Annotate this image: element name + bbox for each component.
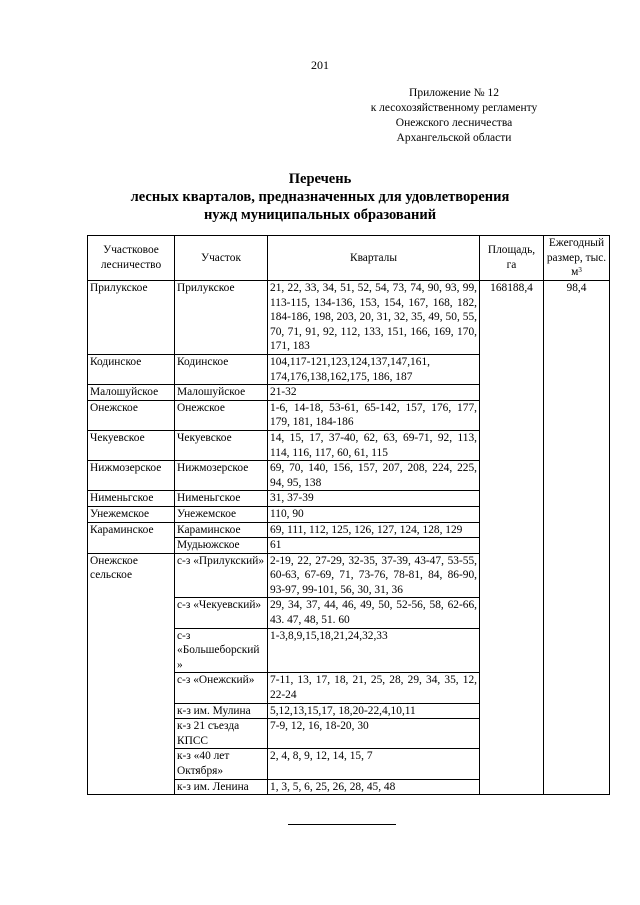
cell-district: Унежемское bbox=[88, 506, 175, 522]
cell-quarters: 69, 70, 140, 156, 157, 207, 208, 224, 225, 94, 95, 138 bbox=[268, 461, 480, 491]
cell-district: Кодинское bbox=[88, 354, 175, 384]
cell-district: Нижмозерское bbox=[88, 461, 175, 491]
header-district: Участковое лесничество bbox=[88, 236, 175, 281]
header-annual-size bbox=[544, 236, 610, 281]
cell-quarters: 1-6, 14-18, 53-61, 65-142, 157, 176, 177, 179, 181, 184-186 bbox=[268, 400, 480, 430]
cell-annual-size: 98,4 bbox=[544, 281, 610, 795]
title-line: Перечень bbox=[288, 171, 352, 187]
table-header-row bbox=[88, 236, 610, 281]
cell-quarters: 2, 4, 8, 9, 12, 14, 15, 7 bbox=[268, 749, 480, 779]
cell-quarters: 29, 34, 37, 44, 46, 49, 50, 52-56, 58, 62-66, 43. 47, 48, 51. 60 bbox=[268, 598, 480, 628]
cell-section: с-з «Прилукский» bbox=[175, 553, 268, 598]
cell-district: Малошуйское bbox=[88, 385, 175, 401]
cell-quarters: 7-11, 13, 17, 18, 21, 25, 28, 29, 34, 35, 12, 22-24 bbox=[268, 673, 480, 703]
cell-quarters: 5,12,13,15,17, 18,20-22,4,10,11 bbox=[268, 703, 480, 719]
table-row bbox=[88, 281, 610, 355]
cell-section: Прилукское bbox=[175, 281, 268, 355]
cell-quarters: 2-19, 22, 27-29, 32-35, 37-39, 43-47, 53-55, 60-63, 67-69, 71, 73-76, 78-81, 84, 86-90, 93-97, 99-101, 56, 30, 31, 36 bbox=[268, 553, 480, 598]
cell-quarters: 69, 111, 112, 125, 126, 127, 124, 128, 129 bbox=[268, 522, 480, 538]
cell-quarters: 31, 37-39 bbox=[268, 491, 480, 507]
cell-district: Чекуевское bbox=[88, 430, 175, 460]
cell-section: Мудьюжское bbox=[175, 538, 268, 554]
footnote-divider bbox=[288, 824, 396, 825]
cell-section: Чекуевское bbox=[175, 430, 268, 460]
cell-section: к-з 21 съезда КПСС bbox=[175, 719, 268, 749]
appendix-line: Приложение № 12 bbox=[409, 87, 499, 99]
table-body bbox=[88, 281, 610, 795]
cell-section: к-з им. Ленина bbox=[175, 779, 268, 795]
cell-quarters: 1-3,8,9,15,18,21,24,32,33 bbox=[268, 628, 480, 673]
cell-section: Нименьгское bbox=[175, 491, 268, 507]
title-line: нужд муниципальных образований bbox=[203, 207, 437, 223]
cell-district: Онежское сельское bbox=[88, 553, 175, 795]
cell-section: Унежемское bbox=[175, 506, 268, 522]
cell-district: Караминское bbox=[88, 522, 175, 553]
cell-section: Онежское bbox=[175, 400, 268, 430]
cell-section: Кодинское bbox=[175, 354, 268, 384]
appendix-line: Архангельской области bbox=[396, 132, 512, 144]
cell-district: Прилукское bbox=[88, 281, 175, 355]
header-area: Площадь, га bbox=[480, 236, 544, 281]
cell-section: к-з «40 лет Октября» bbox=[175, 749, 268, 779]
cell-area: 168188,4 bbox=[480, 281, 544, 795]
cell-section: к-з им. Мулина bbox=[175, 703, 268, 719]
cell-section: Малошуйское bbox=[175, 385, 268, 401]
cell-quarters: 61 bbox=[268, 538, 480, 554]
header-section: Участок bbox=[175, 236, 268, 281]
cell-district: Нименьгское bbox=[88, 491, 175, 507]
page-number: 201 bbox=[311, 58, 329, 72]
header-annual-size-text: Ежегодный размер, тыс. м bbox=[546, 237, 607, 279]
appendix-line: Онежского лесничества bbox=[395, 117, 513, 129]
appendix-line: к лесохозяйственному регламенту bbox=[370, 102, 538, 114]
cell-section: с-з «Онежский» bbox=[175, 673, 268, 703]
title-line: лесных кварталов, предназначенных для удовлетворения bbox=[130, 189, 510, 205]
cell-section: Нижмозерское bbox=[175, 461, 268, 491]
quarters-table bbox=[87, 235, 610, 795]
document-title bbox=[0, 170, 640, 224]
header-annual-size-sup: 3 bbox=[578, 266, 582, 275]
cell-district: Онежское bbox=[88, 400, 175, 430]
cell-section: Караминское bbox=[175, 522, 268, 538]
cell-quarters: 21-32 bbox=[268, 385, 480, 401]
cell-section: с-з «Большеборский» bbox=[175, 628, 268, 673]
cell-quarters: 110, 90 bbox=[268, 506, 480, 522]
cell-quarters: 7-9, 12, 16, 18-20, 30 bbox=[268, 719, 480, 749]
cell-quarters: 104,117-121,123,124,137,147,161, 174,176,138,162,175, 186, 187 bbox=[268, 354, 480, 384]
appendix-header bbox=[334, 86, 574, 146]
cell-quarters: 1, 3, 5, 6, 25, 26, 28, 45, 48 bbox=[268, 779, 480, 795]
cell-quarters: 21, 22, 33, 34, 51, 52, 54, 73, 74, 90, 93, 99, 113-115, 134-136, 153, 154, 167, 168, 182, 184-186, 198, 203, 20, 31, 32, 35, 49, 50, 55, 70, 71, 91, 92, 112, 133, 151, 166, 169, 170, 171, 183 bbox=[268, 281, 480, 355]
header-quarters: Кварталы bbox=[268, 236, 480, 281]
cell-quarters: 14, 15, 17, 37-40, 62, 63, 69-71, 92, 113, 114, 116, 117, 60, 61, 115 bbox=[268, 430, 480, 460]
cell-section: с-з «Чекуевский» bbox=[175, 598, 268, 628]
